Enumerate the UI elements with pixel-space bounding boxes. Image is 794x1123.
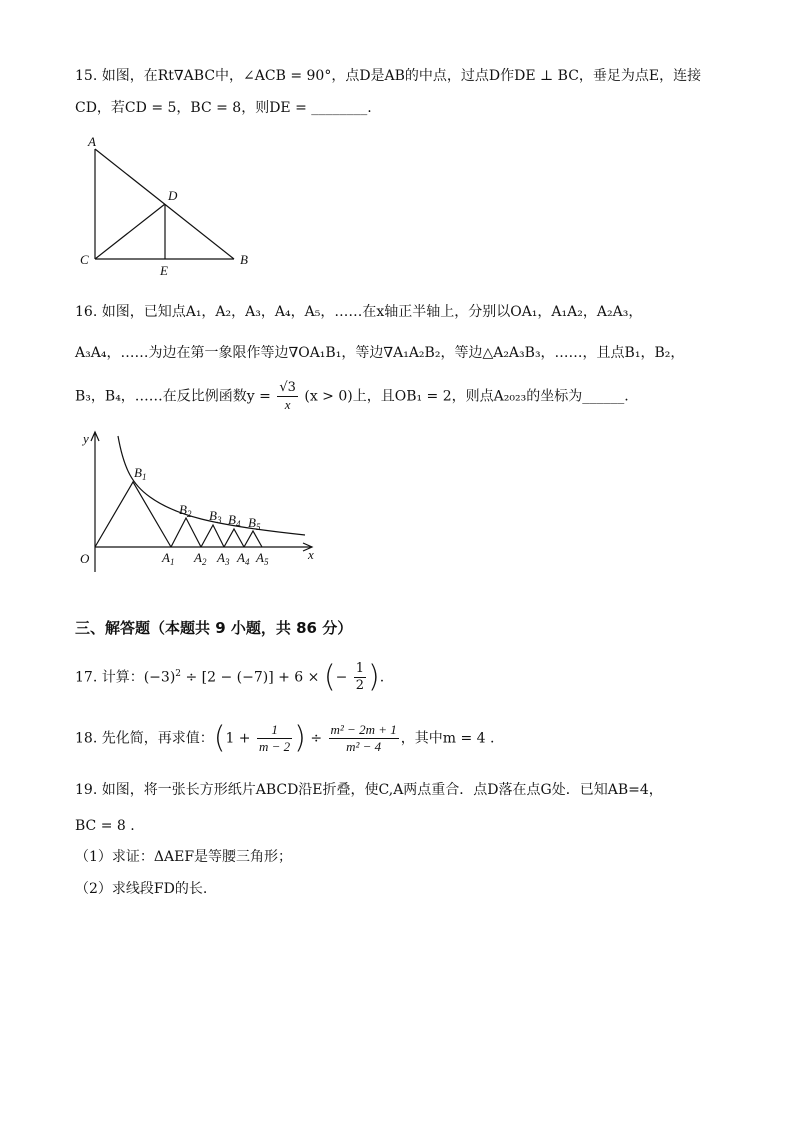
q16-line2: A₃A₄，……为边在第一象限作等边∇OA₁B₁，等边∇A₁A₂B₂，等边△A₂A₃B₃，……，且点B₁，B₂， (75, 345, 685, 361)
q18-prefix: 18. 先化简，再求值： (75, 730, 214, 747)
q16-line3-pre: B₃，B₄，……在反比例函数y = (75, 388, 271, 405)
q18-fraction-1 (257, 722, 292, 755)
q17-expr2: ÷ [2 − (−7)] + 6 × (181, 669, 324, 686)
q19-line2: BC = 8 . (75, 818, 135, 834)
q16-label-a1: $A_1$ (162, 550, 175, 567)
q17-end: . (379, 669, 385, 686)
q16-frac-num: √3 (279, 380, 296, 395)
q16-line3-post: (x > 0)上，且OB₁ = 2，则点A₂₀₂₃的坐标为______. (304, 388, 629, 405)
q15-label-d: D (168, 188, 178, 203)
section-3-header: 三、解答题（本题共 9 小题，共 86 分） (75, 619, 353, 637)
q16-origin-label: O (80, 551, 90, 566)
q18-f2-num: m² − 2m + 1 (330, 722, 397, 737)
q16-label-b1: $B_1$ (134, 465, 147, 482)
q15-label-b: B (240, 252, 248, 267)
q17-prefix: 17. 计算： (75, 669, 144, 686)
q19-sub2: （2）求线段FD的长. (75, 881, 208, 897)
q18-divide: ÷ (310, 730, 323, 747)
q18-close-paren: ) (294, 720, 306, 756)
q17-line (75, 661, 384, 694)
q15-label-c: C (80, 252, 89, 267)
q15-line2: CD，若CD = 5，BC = 8，则DE = ________. (75, 100, 372, 116)
q18-one-plus: 1 + (225, 730, 251, 747)
q16-a-labels (161, 550, 269, 567)
q18-post: ，其中m = 4 . (400, 730, 495, 747)
q18-f1-den: m − 2 (258, 739, 291, 754)
q15-label-e: E (160, 263, 168, 278)
q18-open-paren: ( (213, 720, 226, 756)
q16-label-a5: $A_5$ (256, 550, 269, 567)
q16-line1: 16. 如图，已知点A₁，A₂，A₃，A₄，A₅，……在x轴正半轴上，分别以OA₁，A₁A₂，A₂A₃， (75, 304, 643, 320)
q16-frac-den: x (284, 397, 291, 412)
q16-label-b2: $B_2$ (179, 502, 192, 519)
q17-open-paren: ( (323, 659, 336, 695)
q17-frac-sign: − (335, 669, 348, 686)
q16-label-a2: $A_2$ (194, 550, 207, 567)
q19-sub1: （1）求证：ΔAEF是等腰三角形； (75, 849, 293, 865)
q16-label-b3: $B_3$ (209, 508, 222, 525)
q16-y-axis-label: y (83, 431, 89, 446)
q17-expr1: (−3) (143, 669, 176, 686)
q16-label-b4: $B_4$ (228, 512, 241, 529)
q17-close-paren: ) (368, 659, 380, 695)
q17-frac-num: 1 (355, 661, 365, 676)
q18-f1-num: 1 (257, 722, 292, 739)
q17-frac-den: 2 (355, 678, 365, 693)
q18-line (75, 722, 494, 755)
q16-label-a4: $A_4$ (237, 550, 250, 567)
q15-label-a: A (88, 134, 96, 149)
q18-f2-den: m² − 4 (346, 739, 382, 754)
q16-x-axis-label: x (308, 547, 314, 562)
q19-line1: 19. 如图，将一张长方形纸片ABCD沿E折叠，使C,A两点重合．点D落在点G处．已知AB=4， (75, 782, 663, 798)
q17-fraction (354, 661, 366, 694)
q17-exponent: 2 (175, 668, 182, 679)
q15-line1: 15. 如图，在Rt∇ABC中，∠ACB = 90°，点D是AB的中点，过点D作DE ⊥ BC，垂足为点E，连接 (75, 68, 702, 84)
q18-fraction-2 (329, 722, 399, 755)
q16-label-b5: $B_5$ (248, 515, 261, 532)
q16-label-a3: $A_3$ (217, 550, 230, 567)
